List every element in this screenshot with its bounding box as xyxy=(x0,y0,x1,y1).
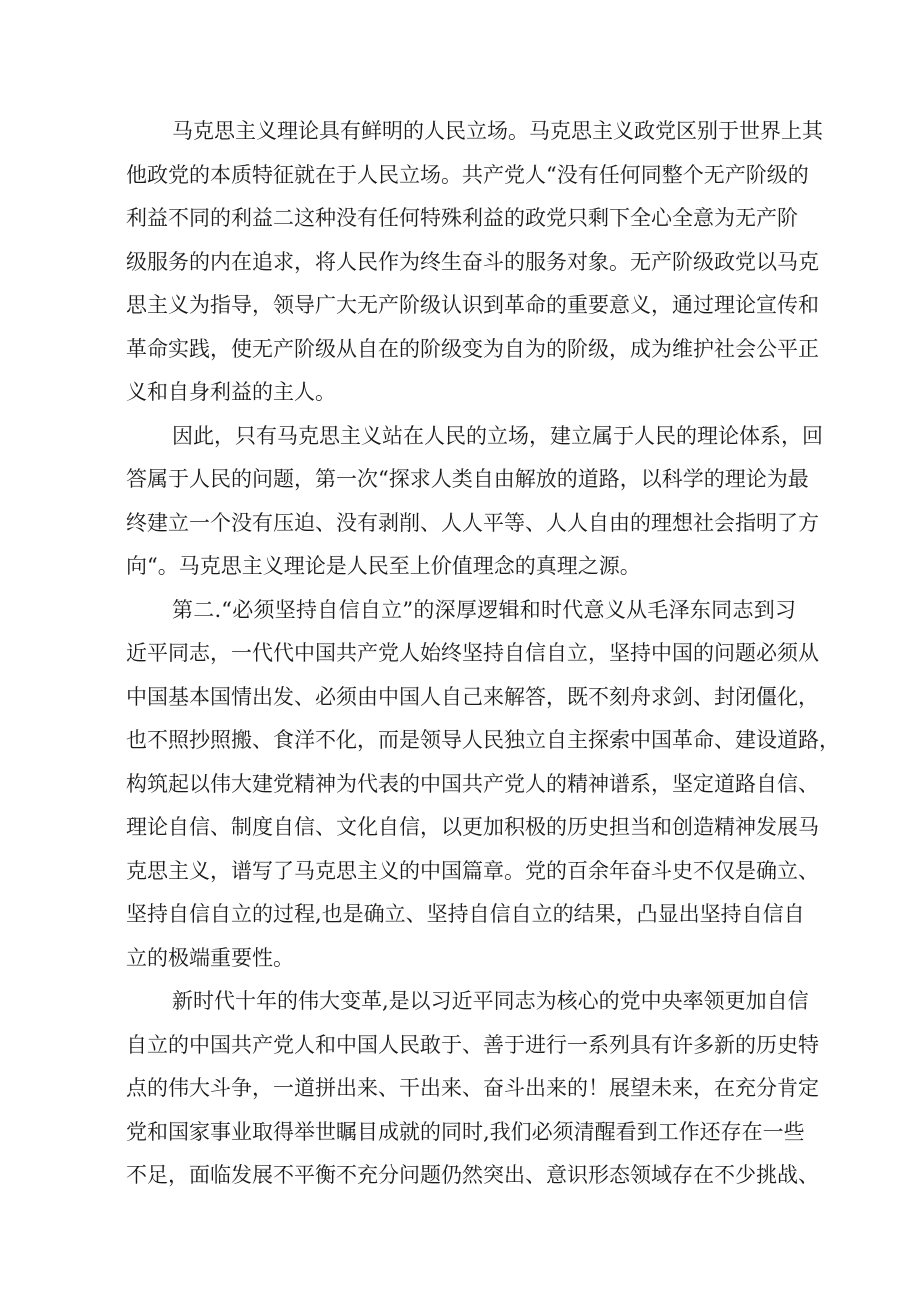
text-line: 自立的中国共产党人和中国人民敢于、善于进行一系列具有许多新的历史特 xyxy=(126,1032,819,1057)
text-line: 因此，只有马克思主义站在人民的立场，建立属于人民的理论体系，回 xyxy=(172,423,823,448)
document-body xyxy=(126,110,840,1198)
text-line: 克思主义，谱写了马克思主义的中国篇章。党的百余年奋斗史不仅是确立、 xyxy=(126,858,819,883)
text-line: 马克思主义理论具有鲜明的人民立场。马克思主义政党区别于世界上其 xyxy=(172,119,823,143)
paragraph-new-era xyxy=(126,980,819,1198)
text-line: 理论自信、制度自信、文化自信，以更加积极的历史担当和创造精神发展马 xyxy=(126,815,819,839)
text-line: 中国基本国情出发、必须由中国人自己来解答，既不刻舟求剑、封闭僵化， xyxy=(126,684,819,709)
paragraph-therefore xyxy=(126,415,823,589)
text-line: 思主义为指导，领导广大无产阶级认识到革命的重要意义，通过理论宣传和 xyxy=(126,293,819,317)
text-line: 不足，面临发展不平衡不充分问题仍然突出、意识形态领域存在不少挑战、 xyxy=(126,1163,819,1187)
paragraph-people-stance xyxy=(126,110,823,415)
text-line: 他政党的本质特征就在于人民立场。共产党人“没有任何同整个无产阶级的 xyxy=(126,162,809,187)
text-line: 义和自身利益的主人。 xyxy=(126,380,336,404)
text-line: 也不照抄照搬、食洋不化，而是领导人民独立自主探索中国革命、建设道路， xyxy=(126,728,840,752)
text-line: 点的伟大斗争，一道拼出来、干出来、奋斗出来的！展望未来，在充分肯定 xyxy=(126,1076,819,1100)
text-line: 利益不同的利益二这种没有任何特殊利益的政党只剩下全心全意为无产阶 xyxy=(126,206,798,230)
text-line: 近平同志，一代代中国共产党人始终坚持自信自立，坚持中国的问题必须从 xyxy=(126,641,819,665)
text-line: 新时代十年的伟大变革,是以习近平同志为核心的党中央率领更加自信 xyxy=(172,989,809,1013)
text-line: 坚持自信自立的过程,也是确立、坚持自信自立的结果，凸显出坚持自信自 xyxy=(126,902,805,926)
text-line: 构筑起以伟大建党精神为代表的中国共产党人的精神谱系，坚定道路自信、 xyxy=(126,771,819,796)
text-line: 终建立一个没有压迫、没有剥削、人人平等、人人自由的理想社会指明了方 xyxy=(126,510,819,535)
text-line: 革命实践，使无产阶级从自在的阶级变为自为的阶级，成为维护社会公平正 xyxy=(126,336,819,361)
text-line: 答属于人民的问题，第一次“探求人类自由解放的道路，以科学的理论为最 xyxy=(126,467,809,491)
text-line: 级服务的内在追求，将人民作为终生奋斗的服务对象。无产阶级政党以马克 xyxy=(126,249,819,274)
text-line: 党和国家事业取得举世瞩目成就的同时,我们必须清醒看到工作还存在一些 xyxy=(126,1119,805,1144)
text-line: 向“。马克思主义理论是人民至上价值理念的真理之源。 xyxy=(126,554,641,578)
paragraph-section-two xyxy=(126,589,840,981)
text-line: 立的极端重要性。 xyxy=(126,945,294,970)
text-line: 第二.“必须坚持自信自立”的深厚逻辑和时代意义从毛泽东同志到习 xyxy=(172,597,796,622)
